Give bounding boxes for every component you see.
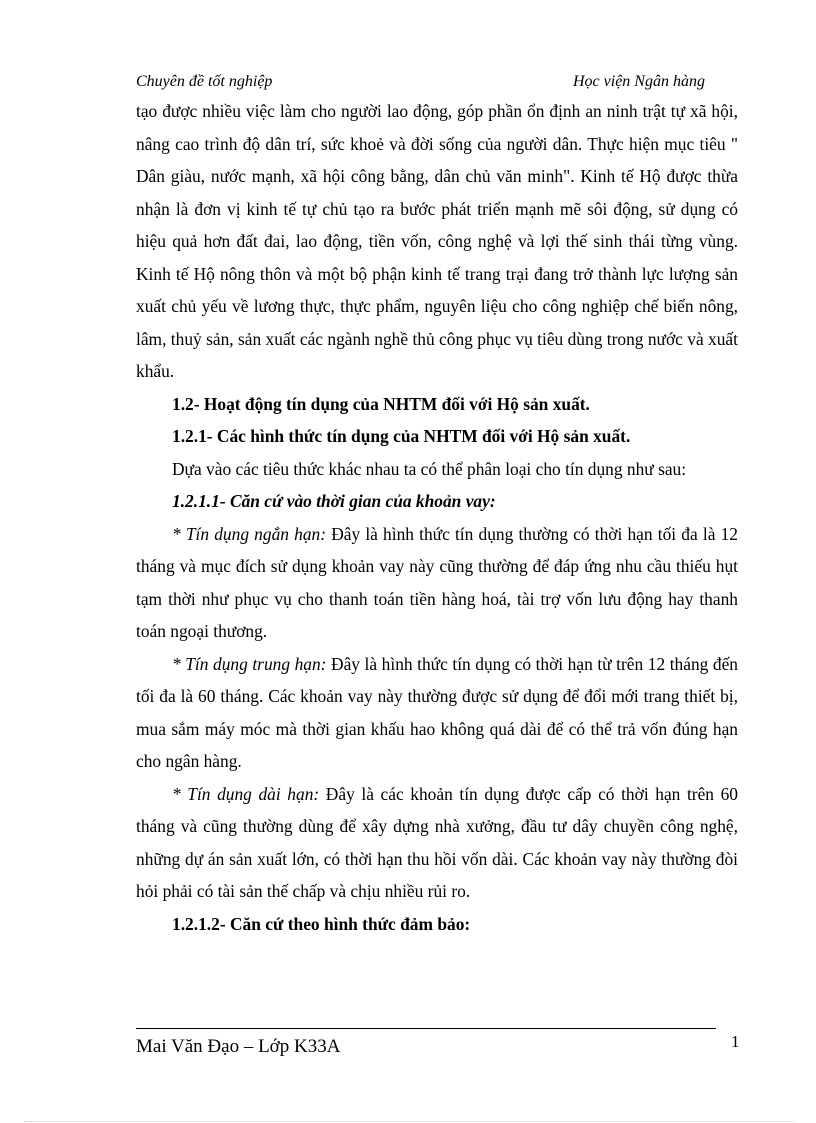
paragraph-short-term-credit <box>136 518 738 648</box>
section-heading-1-2-1: 1.2.1- Các hình thức tín dụng của NHTM đối với Hộ sản xuất. <box>172 426 631 446</box>
medium-term-credit-label: * Tín dụng trung hạn: <box>172 653 327 674</box>
page-body <box>136 95 738 940</box>
footer-author: Mai Văn Đạo – Lớp K33A <box>136 1036 341 1057</box>
footer-divider <box>136 1028 716 1029</box>
medium-term-credit-text: Đây là hình thức tín dụng có thời hạn từ trên 12 tháng đến tối đa là 60 tháng. Các khoản vay này thường được sử dụng để đổi mới trang thiết bị, mua sắm máy móc mà thời gian khấu hao không quá dài để có thể trả vốn đúng hạn cho ngân hàng. <box>136 653 738 771</box>
paragraph-long-term-credit <box>136 778 738 908</box>
running-header-right: Học viện Ngân hàng <box>573 73 705 90</box>
section-heading-1-2: 1.2- Hoạt động tín dụng của NHTM đối với Hộ sản xuất. <box>172 393 590 414</box>
running-header-left: Chuyên đề tốt nghiệp <box>136 73 273 90</box>
paragraph-medium-term-credit <box>136 648 738 778</box>
long-term-credit-label: * Tín dụng dài hạn: <box>172 783 320 804</box>
page-number: 1 <box>731 1032 740 1051</box>
section-heading-1-2-1-1: 1.2.1.1- Căn cứ vào thời gian của khoản vay: <box>172 491 496 511</box>
page-bottom-edge <box>24 1121 794 1122</box>
paragraph-classification-intro: Dựa vào các tiêu thức khác nhau ta có thể phân loại cho tín dụng như sau: <box>172 458 687 479</box>
long-term-credit-text: Đây là các khoản tín dụng được cấp có thời hạn trên 60 tháng và cũng thường dùng để xây dựng nhà xưởng, đầu tư dây chuyền công nghệ, những dự án sản xuất lớn, có thời hạn thu hồi vốn dài. Các khoản vay này thường đòi hỏi phải có tài sản thế chấp và chịu nhiều rủi ro. <box>136 783 738 901</box>
short-term-credit-label: * Tín dụng ngắn hạn: <box>172 523 327 544</box>
paragraph-household-economy: tạo được nhiều việc làm cho người lao động, góp phần ổn định an ninh trật tự xã hội, nâng cao trình độ dân trí, sức khoẻ và đời sống của người dân. Thực hiện mục tiêu " Dân giàu, nước mạnh, xã hội công bằng, dân chủ văn minh". Kinh tế Hộ được thừa nhận là đơn vị kinh tế tự chủ tạo ra bước phát triển mạnh mẽ sôi động, sử dụng có hiệu quả hơn đất đai, lao động, tiền vốn, công nghệ và lợi thế sinh thái từng vùng. Kinh tế Hộ nông thôn và một bộ phận kinh tế trang trại đang trở thành lực lượng sản xuất chủ yếu về lương thực, thực phẩm, nguyên liệu cho công nghiệp chế biến nông, lâm, thuỷ sản, sản xuất các ngành nghề thủ công phục vụ tiêu dùng trong nước và xuất khẩu. <box>136 101 738 381</box>
short-term-credit-text: Đây là hình thức tín dụng thường có thời hạn tối đa là 12 tháng và mục đích sử dụng khoản vay này cũng thường để đáp ứng nhu cầu thiếu hụt tạm thời như phục vụ cho thanh toán tiền hàng hoá, tài trợ vốn lưu động hay thanh toán ngoại thương. <box>136 523 738 641</box>
section-heading-1-2-1-2: 1.2.1.2- Căn cứ theo hình thức đảm bảo: <box>172 913 471 934</box>
